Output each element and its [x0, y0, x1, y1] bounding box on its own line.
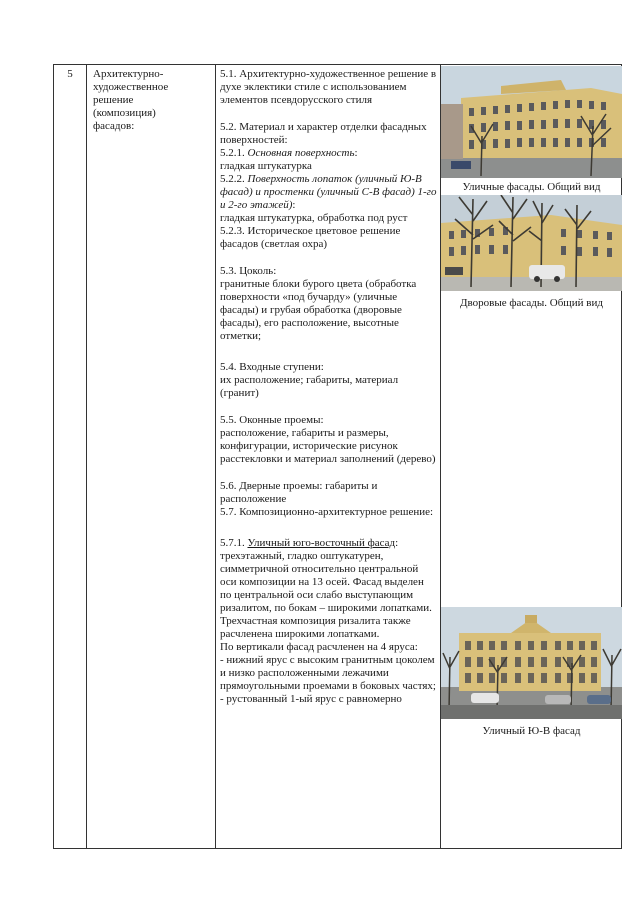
section-5-2-2-colon: : — [292, 199, 296, 211]
section-5-7-1-vert: По вертикали фасад расчленен на 4 яруса: — [220, 641, 418, 653]
section-5-7-1-b1: - нижний ярус с высоким гранитным цоколем и низко расположенными лежачими прямоугольными проемами в боковых частях; — [220, 654, 436, 692]
section-5-7-1-text: трехэтажный, гладко оштукатурен, симметричной относительно центральной оси композиции на 13 осей. Фасад выделен по центральной оси слабо выступающим ризалитом, по бокам – широкими лопатками. Трехчастная композиция ризалита также расчленена широкими лопатками. — [220, 550, 432, 640]
row-photos-cell — [441, 65, 622, 849]
section-5-7: 5.7. Композиционно-архитектурное решение: — [220, 506, 434, 518]
section-5-7-1-b2: - рустованный 1-ый ярус с равномерно — [220, 693, 402, 705]
section-5-2-3: 5.2.3. Историческое цветовое решение фасадов (светлая охра) — [220, 225, 401, 250]
section-5-6: 5.6. Дверные проемы: габариты и расположение — [220, 480, 378, 505]
section-5-2-2-text: гладкая штукатурка, обработка под руст — [220, 212, 408, 224]
row-number: 5 — [67, 68, 73, 80]
section-5-4-text: их расположение; габариты, материал (гранит) — [220, 374, 399, 399]
row-name-cell — [87, 65, 216, 849]
caption-se-facade: Уличный Ю-В фасад — [482, 725, 581, 737]
content-text — [216, 65, 440, 848]
section-5-2-1-label: 5.2.1. — [220, 147, 248, 159]
row-name: Архитектурно- художественное решение (композиция) фасадов: — [93, 68, 169, 132]
section-5-5-text: расположение, габариты и размеры, конфигурации, исторические рисунок расстекловки и материал заполнений (дерево) — [220, 427, 436, 465]
section-5-1: 5.1. Архитектурно-художественное решение в духе эклектики стиле с использованием элементов псевдорусского стиля — [220, 68, 437, 106]
photo-street-facades — [441, 66, 622, 178]
section-5-4-title: 5.4. Входные ступени: — [220, 361, 324, 373]
section-5-7-1-colon: : — [395, 537, 399, 549]
heritage-table — [53, 64, 622, 849]
caption-street-facades: Уличные фасады. Общий вид — [462, 181, 601, 193]
photo-se-facade — [441, 607, 622, 719]
section-5-7-1 — [220, 537, 437, 550]
section-5-2-2-label: 5.2.2. — [220, 173, 248, 185]
section-5-2-2-italic: Поверхность лопаток (уличный Ю-В фасад) и простенки (уличный С-В фасад) 1-го и 2-го этажей) — [220, 173, 437, 211]
table-row — [54, 65, 622, 849]
section-5-5-title: 5.5. Оконные проемы: — [220, 414, 324, 426]
section-5-2-1 — [220, 147, 437, 160]
section-5-2-1-italic: Основная поверхность — [247, 147, 355, 159]
caption-courtyard-facades: Дворовые фасады. Общий вид — [460, 297, 603, 309]
section-5-3-text: гранитные блоки бурого цвета (обработка поверхности «под бучарду» (уличные фасады) и грубая обработка (дворовые фасады), его расположение, высотные отметки; — [220, 278, 417, 342]
section-5-2-1-text: гладкая штукатурка — [220, 160, 312, 172]
photos-column — [441, 65, 621, 845]
section-5-3-title: 5.3. Цоколь: — [220, 265, 277, 277]
section-5-2-2 — [220, 173, 437, 212]
section-5-2-1-colon: : — [354, 147, 358, 159]
section-5-7-1-label: 5.7.1. — [220, 537, 248, 549]
row-number-cell — [54, 65, 87, 849]
row-content-cell — [216, 65, 441, 849]
photo-courtyard-facades — [441, 195, 622, 291]
section-5-7-1-underline: Уличный юго-восточный фасад — [247, 537, 396, 549]
section-5-2: 5.2. Материал и характер отделки фасадных поверхностей: — [220, 121, 427, 146]
